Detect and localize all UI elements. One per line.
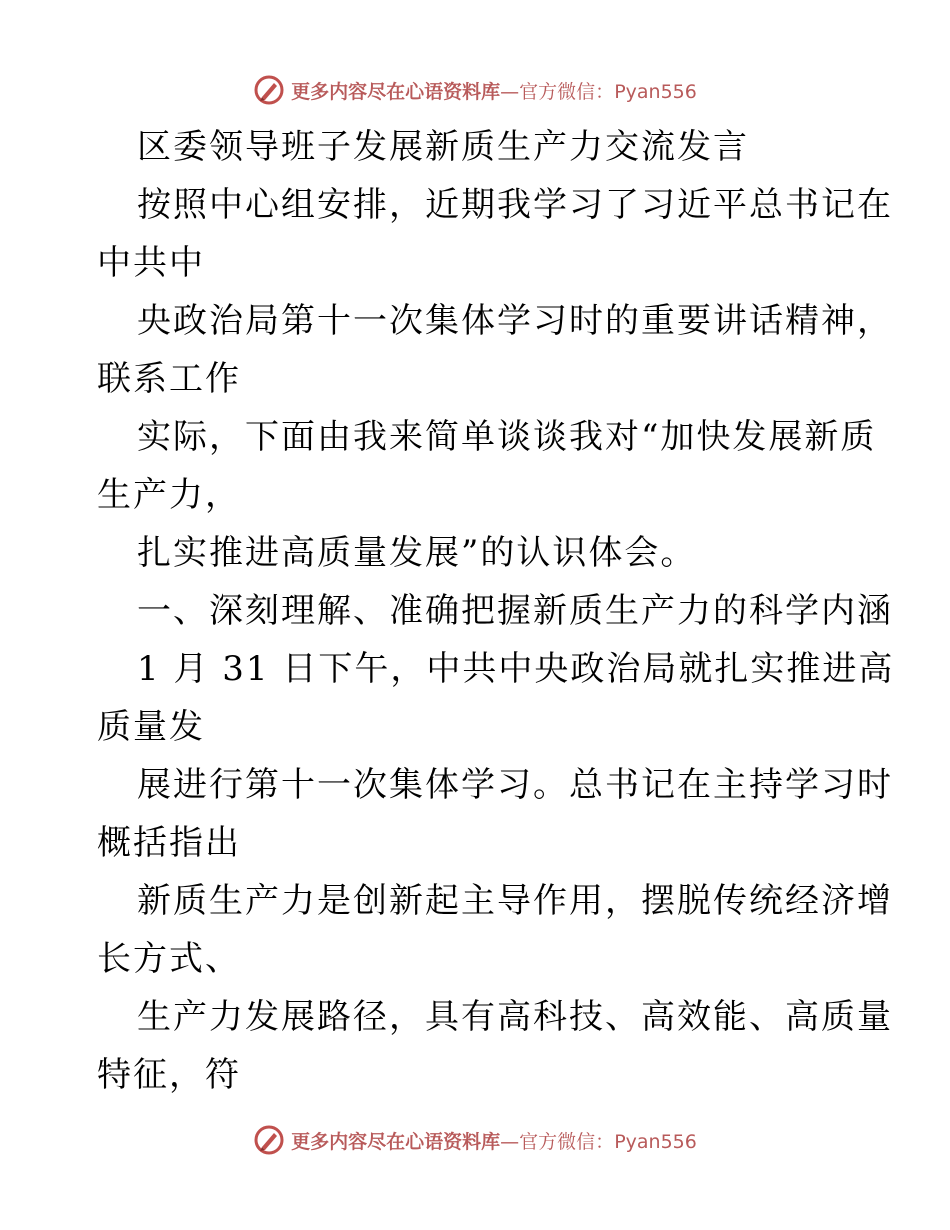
paragraph-line: 长方式、 <box>97 939 241 979</box>
pen-logo-icon <box>253 1124 285 1156</box>
document-title: 区委领导班子发展新质生产力交流发言 <box>137 127 749 167</box>
document-body <box>97 118 895 1104</box>
paragraph-line: 中共中 <box>97 243 205 283</box>
paragraph-line: 1 月 31 日下午，中共中央政治局就扎实推进高 <box>137 649 895 689</box>
paragraph-line: 扎实推进高质量发展”的认识体会。 <box>137 533 697 573</box>
paragraph-line: 生产力发展路径，具有高科技、高效能、高质量 <box>137 997 893 1037</box>
paragraph-line: 特征，符 <box>97 1055 241 1095</box>
section-heading: 一、深刻理解、准确把握新质生产力的科学内涵 <box>137 591 893 631</box>
paragraph-line: 质量发 <box>97 707 205 747</box>
header-banner-content <box>253 74 697 106</box>
paragraph-line: 新质生产力是创新起主导作用，摆脱传统经济增 <box>137 881 893 921</box>
footer-banner-content <box>253 1124 697 1156</box>
pen-logo-icon <box>253 74 285 106</box>
paragraph-line: 概括指出 <box>97 823 241 863</box>
header-banner <box>0 70 950 110</box>
paragraph-line: 联系工作 <box>97 359 241 399</box>
paragraph-line: 生产力， <box>97 475 241 515</box>
paragraph-line: 展进行第十一次集体学习。总书记在主持学习时 <box>137 765 893 805</box>
footer-banner-text: 更多内容尽在心语资料库—官方微信：Pyan556 <box>291 1130 697 1153</box>
header-banner-text: 更多内容尽在心语资料库—官方微信：Pyan556 <box>291 80 697 103</box>
footer-banner <box>0 1120 950 1160</box>
paragraph-line: 实际，下面由我来简单谈谈我对“加快发展新质 <box>137 417 877 457</box>
paragraph-line: 央政治局第十一次集体学习时的重要讲话精神， <box>137 301 893 341</box>
paragraph-line: 按照中心组安排，近期我学习了习近平总书记在 <box>137 185 893 225</box>
